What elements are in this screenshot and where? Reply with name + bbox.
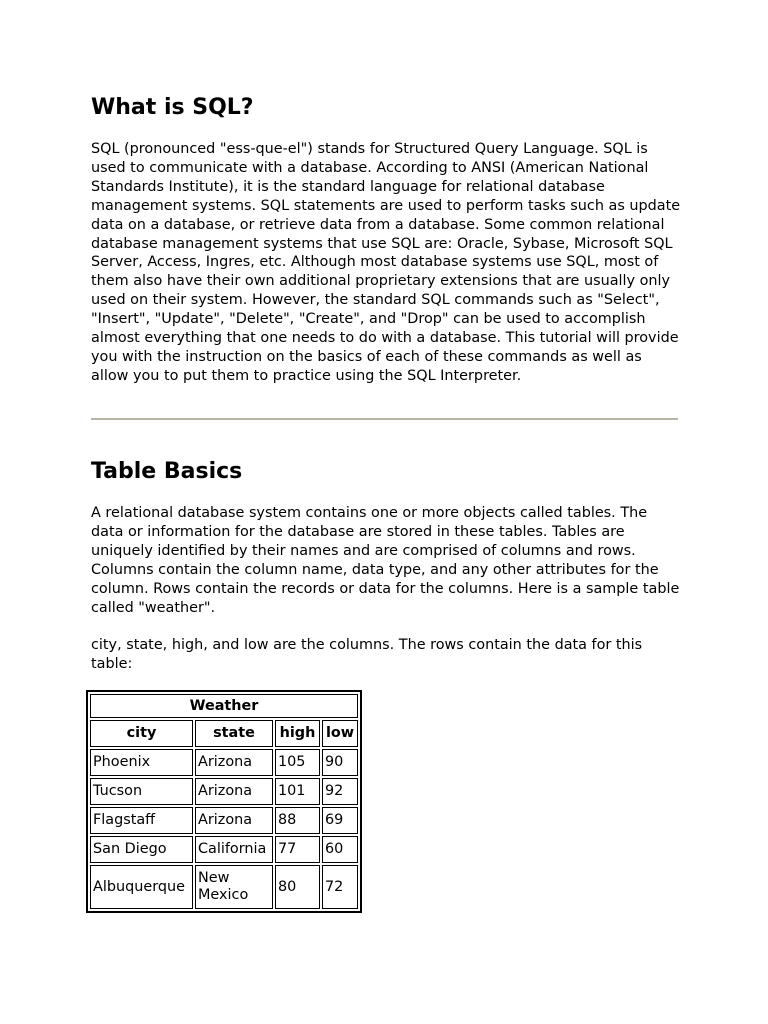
- table-row: [90, 836, 358, 863]
- cell-state: California: [195, 836, 273, 863]
- column-header-high: high: [275, 720, 320, 747]
- cell-city: Albuquerque: [90, 865, 193, 909]
- table-title: Weather: [90, 694, 358, 718]
- column-header-low: low: [322, 720, 358, 747]
- cell-high: 77: [275, 836, 320, 863]
- table-header-row: [90, 720, 358, 747]
- cell-city: Phoenix: [90, 749, 193, 776]
- cell-state: Arizona: [195, 807, 273, 834]
- heading-table-basics: Table Basics: [91, 459, 243, 484]
- paragraph-table-columns: city, state, high, and low are the columns. The rows contain the data for this table:: [91, 637, 643, 672]
- cell-state: New Mexico: [195, 865, 273, 909]
- table-row: [90, 807, 358, 834]
- heading-what-is-sql: What is SQL?: [91, 95, 254, 120]
- paragraph-table-intro: A relational database system contains one or more objects called tables. The data or information for the database are stored in these tables. Tables are uniquely identified by their names and are comprised of columns and rows. Columns contain the column name, data type, and any other attributes for the column. Rows contain the records or data for the columns. Here is a sample table called "weather".: [91, 505, 680, 616]
- cell-low: 72: [322, 865, 358, 909]
- cell-city: San Diego: [90, 836, 193, 863]
- cell-city: Tucson: [90, 778, 193, 805]
- cell-high: 88: [275, 807, 320, 834]
- cell-low: 69: [322, 807, 358, 834]
- cell-low: 60: [322, 836, 358, 863]
- cell-low: 90: [322, 749, 358, 776]
- cell-high: 105: [275, 749, 320, 776]
- table-row: [90, 778, 358, 805]
- table-row: [90, 749, 358, 776]
- cell-city: Flagstaff: [90, 807, 193, 834]
- cell-low: 92: [322, 778, 358, 805]
- table-row: [90, 865, 358, 909]
- column-header-state: state: [195, 720, 273, 747]
- table-title-row: [90, 694, 358, 718]
- section-divider: [91, 418, 678, 420]
- cell-state: Arizona: [195, 749, 273, 776]
- paragraph-sql-intro: SQL (pronounced "ess-que-el") stands for Structured Query Language. SQL is used to communicate with a database. According to ANSI (American National Standards Institute), it is the standard language for relational database management systems. SQL statements are used to perform tasks such as update data on a database, or retrieve data from a database. Some common relational database management systems that use SQL are: Oracle, Sybase, Microsoft SQL Server, Access, Ingres, etc. Although most database systems use SQL, most of them also have their own additional proprietary extensions that are usually only used on their system. However, the standard SQL commands such as "Select", "Insert", "Update", "Delete", "Create", and "Drop" can be used to accomplish almost everything that one needs to do with a database. This tutorial will provide you with the instruction on the basics of each of these commands as well as allow you to put them to practice using the SQL Interpreter.: [91, 141, 681, 384]
- cell-high: 80: [275, 865, 320, 909]
- weather-table: [86, 690, 362, 913]
- column-header-city: city: [90, 720, 193, 747]
- cell-high: 101: [275, 778, 320, 805]
- cell-state: Arizona: [195, 778, 273, 805]
